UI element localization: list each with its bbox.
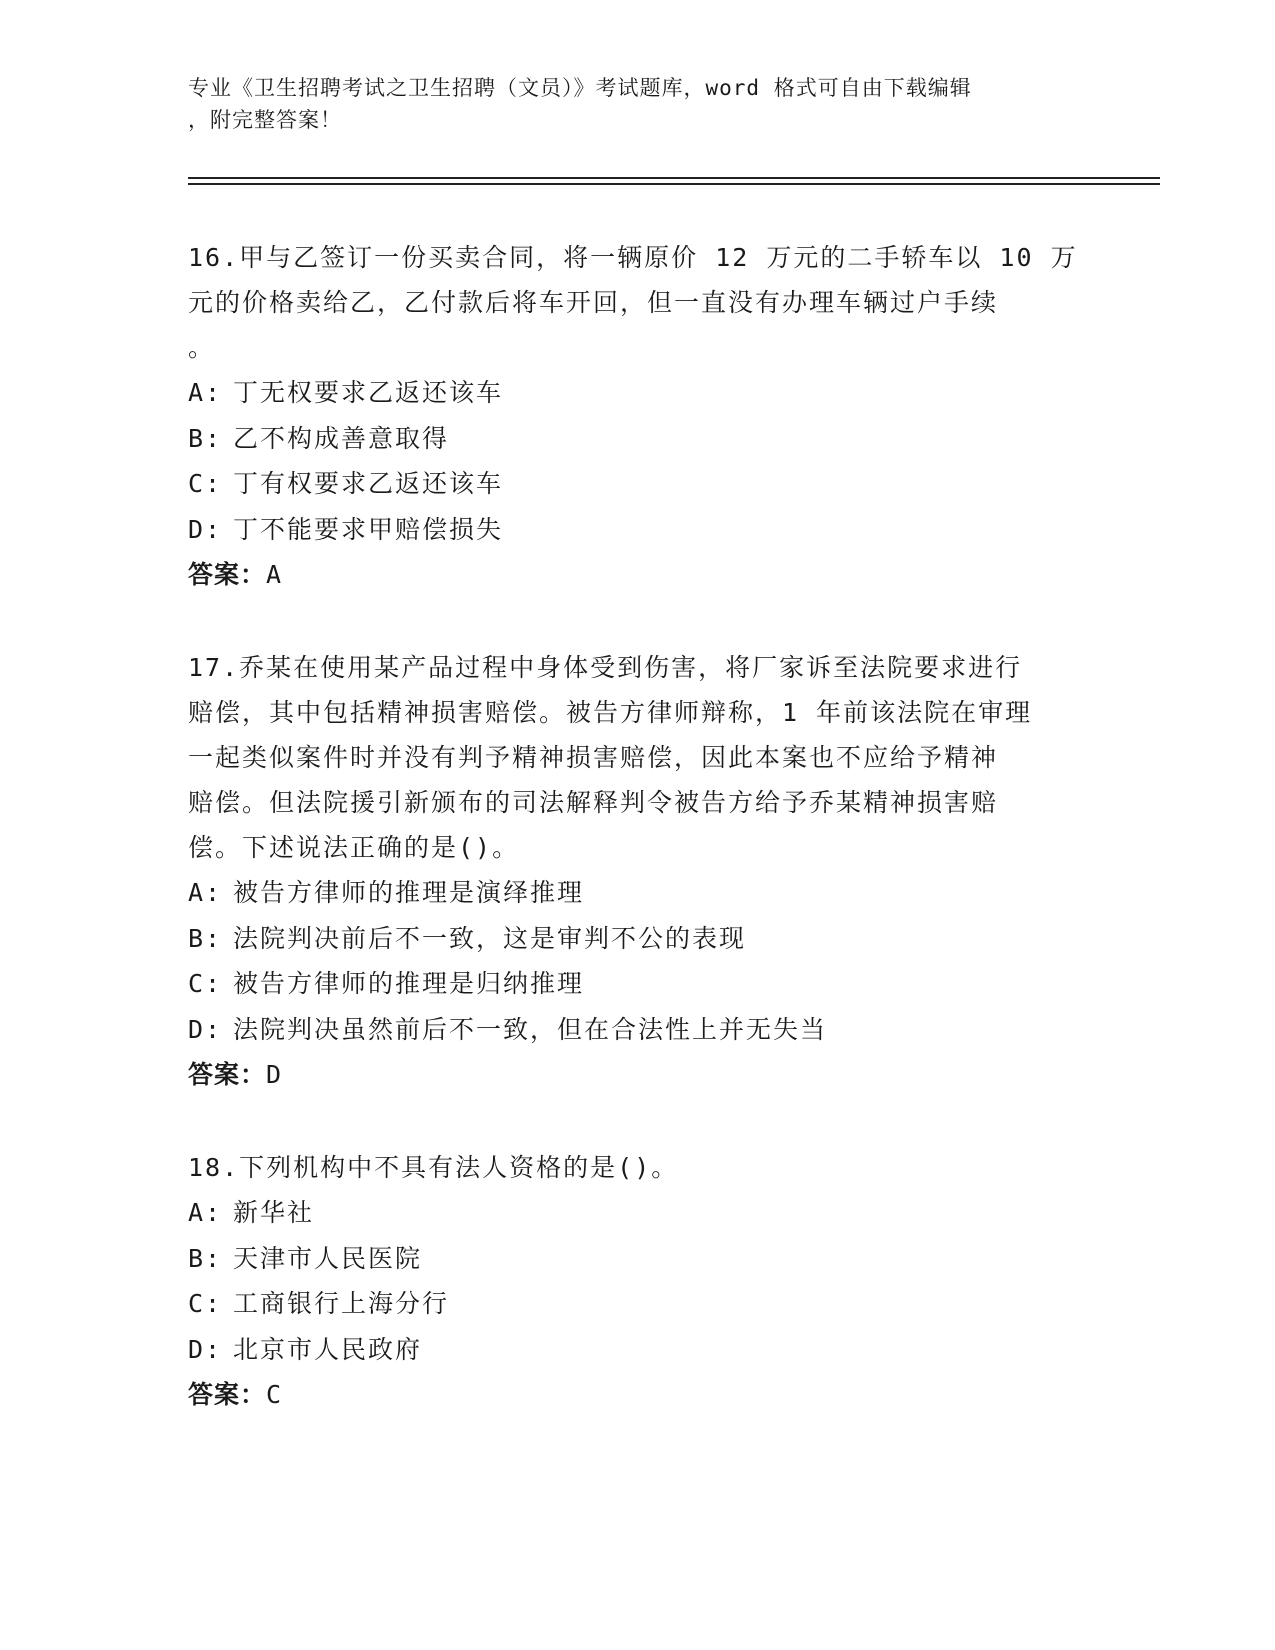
option-key: A: — [188, 378, 223, 407]
header-divider — [188, 183, 1160, 185]
option-c — [188, 1281, 1088, 1327]
question-stem-line: 元的价格卖给乙，乙付款后将车开回，但一直没有办理车辆过户手续 — [188, 288, 999, 317]
answer-line — [188, 1052, 1088, 1097]
option-key: C: — [188, 1289, 223, 1318]
option-text: 法院判决虽然前后不一致，但在合法性上并无失当 — [233, 1014, 828, 1044]
option-key: B: — [188, 1243, 223, 1273]
option-key: A: — [188, 1198, 223, 1227]
option-key: C: — [188, 469, 223, 498]
question-stem-line: 18.下列机构中不具有法人资格的是()。 — [188, 1153, 679, 1182]
option-text: 北京市人民政府 — [233, 1334, 423, 1364]
answer-value: C — [266, 1380, 284, 1409]
option-b — [188, 916, 1088, 962]
question-stem-line: 。 — [188, 333, 216, 362]
option-key: A: — [188, 878, 223, 907]
header-line: 专业《卫生招聘考试之卫生招聘（文员）》考试题库，word 格式可自由下载编辑 — [188, 76, 972, 100]
question-stem-line: 一起类似案件时并没有判予精神损害赔偿，因此本案也不应给予精神 — [188, 743, 999, 772]
option-a — [188, 1190, 1088, 1236]
option-text: 工商银行上海分行 — [233, 1289, 450, 1318]
option-c — [188, 961, 1088, 1007]
option-key: C: — [188, 969, 223, 998]
option-text: 丁不能要求甲赔偿损失 — [233, 514, 504, 544]
question-17 — [188, 645, 1088, 1097]
option-text: 乙不构成善意取得 — [233, 423, 450, 453]
option-b — [188, 416, 1088, 462]
question-stem-line: 17.乔某在使用某产品过程中身体受到伤害，将厂家诉至法院要求进行 — [188, 653, 1023, 682]
header-divider — [188, 177, 1160, 179]
option-text: 丁无权要求乙返还该车 — [233, 378, 504, 407]
option-key: D: — [188, 1014, 223, 1044]
question-16 — [188, 235, 1088, 597]
option-d — [188, 507, 1088, 553]
document-header — [188, 72, 1068, 136]
answer-label: 答案： — [188, 1060, 267, 1089]
header-line: ，附完整答案！ — [188, 108, 342, 132]
option-text: 丁有权要求乙返还该车 — [233, 469, 504, 498]
answer-line — [188, 552, 1088, 597]
question-stem-line: 赔偿，其中包括精神损害赔偿。被告方律师辩称，1 年前该法院在审理 — [188, 698, 1033, 727]
option-b — [188, 1236, 1088, 1282]
option-text: 被告方律师的推理是演绎推理 — [233, 878, 585, 907]
option-key: D: — [188, 1334, 223, 1364]
answer-label: 答案： — [188, 560, 267, 589]
option-a — [188, 370, 1088, 416]
option-key: B: — [188, 923, 223, 953]
answer-label: 答案： — [188, 1380, 267, 1409]
option-text: 新华社 — [233, 1198, 315, 1227]
question-stem-line: 偿。下述说法正确的是()。 — [188, 833, 520, 862]
answer-value: A — [266, 560, 284, 589]
question-stem-line: 16.甲与乙签订一份买卖合同，将一辆原价 12 万元的二手轿车以 10 万 — [188, 243, 1078, 272]
option-c — [188, 461, 1088, 507]
option-text: 法院判决前后不一致，这是审判不公的表现 — [233, 923, 747, 953]
option-text: 天津市人民医院 — [233, 1243, 423, 1273]
option-text: 被告方律师的推理是归纳推理 — [233, 969, 585, 998]
option-key: B: — [188, 423, 223, 453]
option-key: D: — [188, 514, 223, 544]
option-d — [188, 1327, 1088, 1373]
answer-line — [188, 1372, 1088, 1417]
question-stem-line: 赔偿。但法院援引新颁布的司法解释判令被告方给予乔某精神损害赔 — [188, 788, 999, 817]
option-d — [188, 1007, 1088, 1053]
answer-value: D — [266, 1060, 284, 1089]
option-a — [188, 870, 1088, 916]
question-18 — [188, 1145, 1088, 1417]
